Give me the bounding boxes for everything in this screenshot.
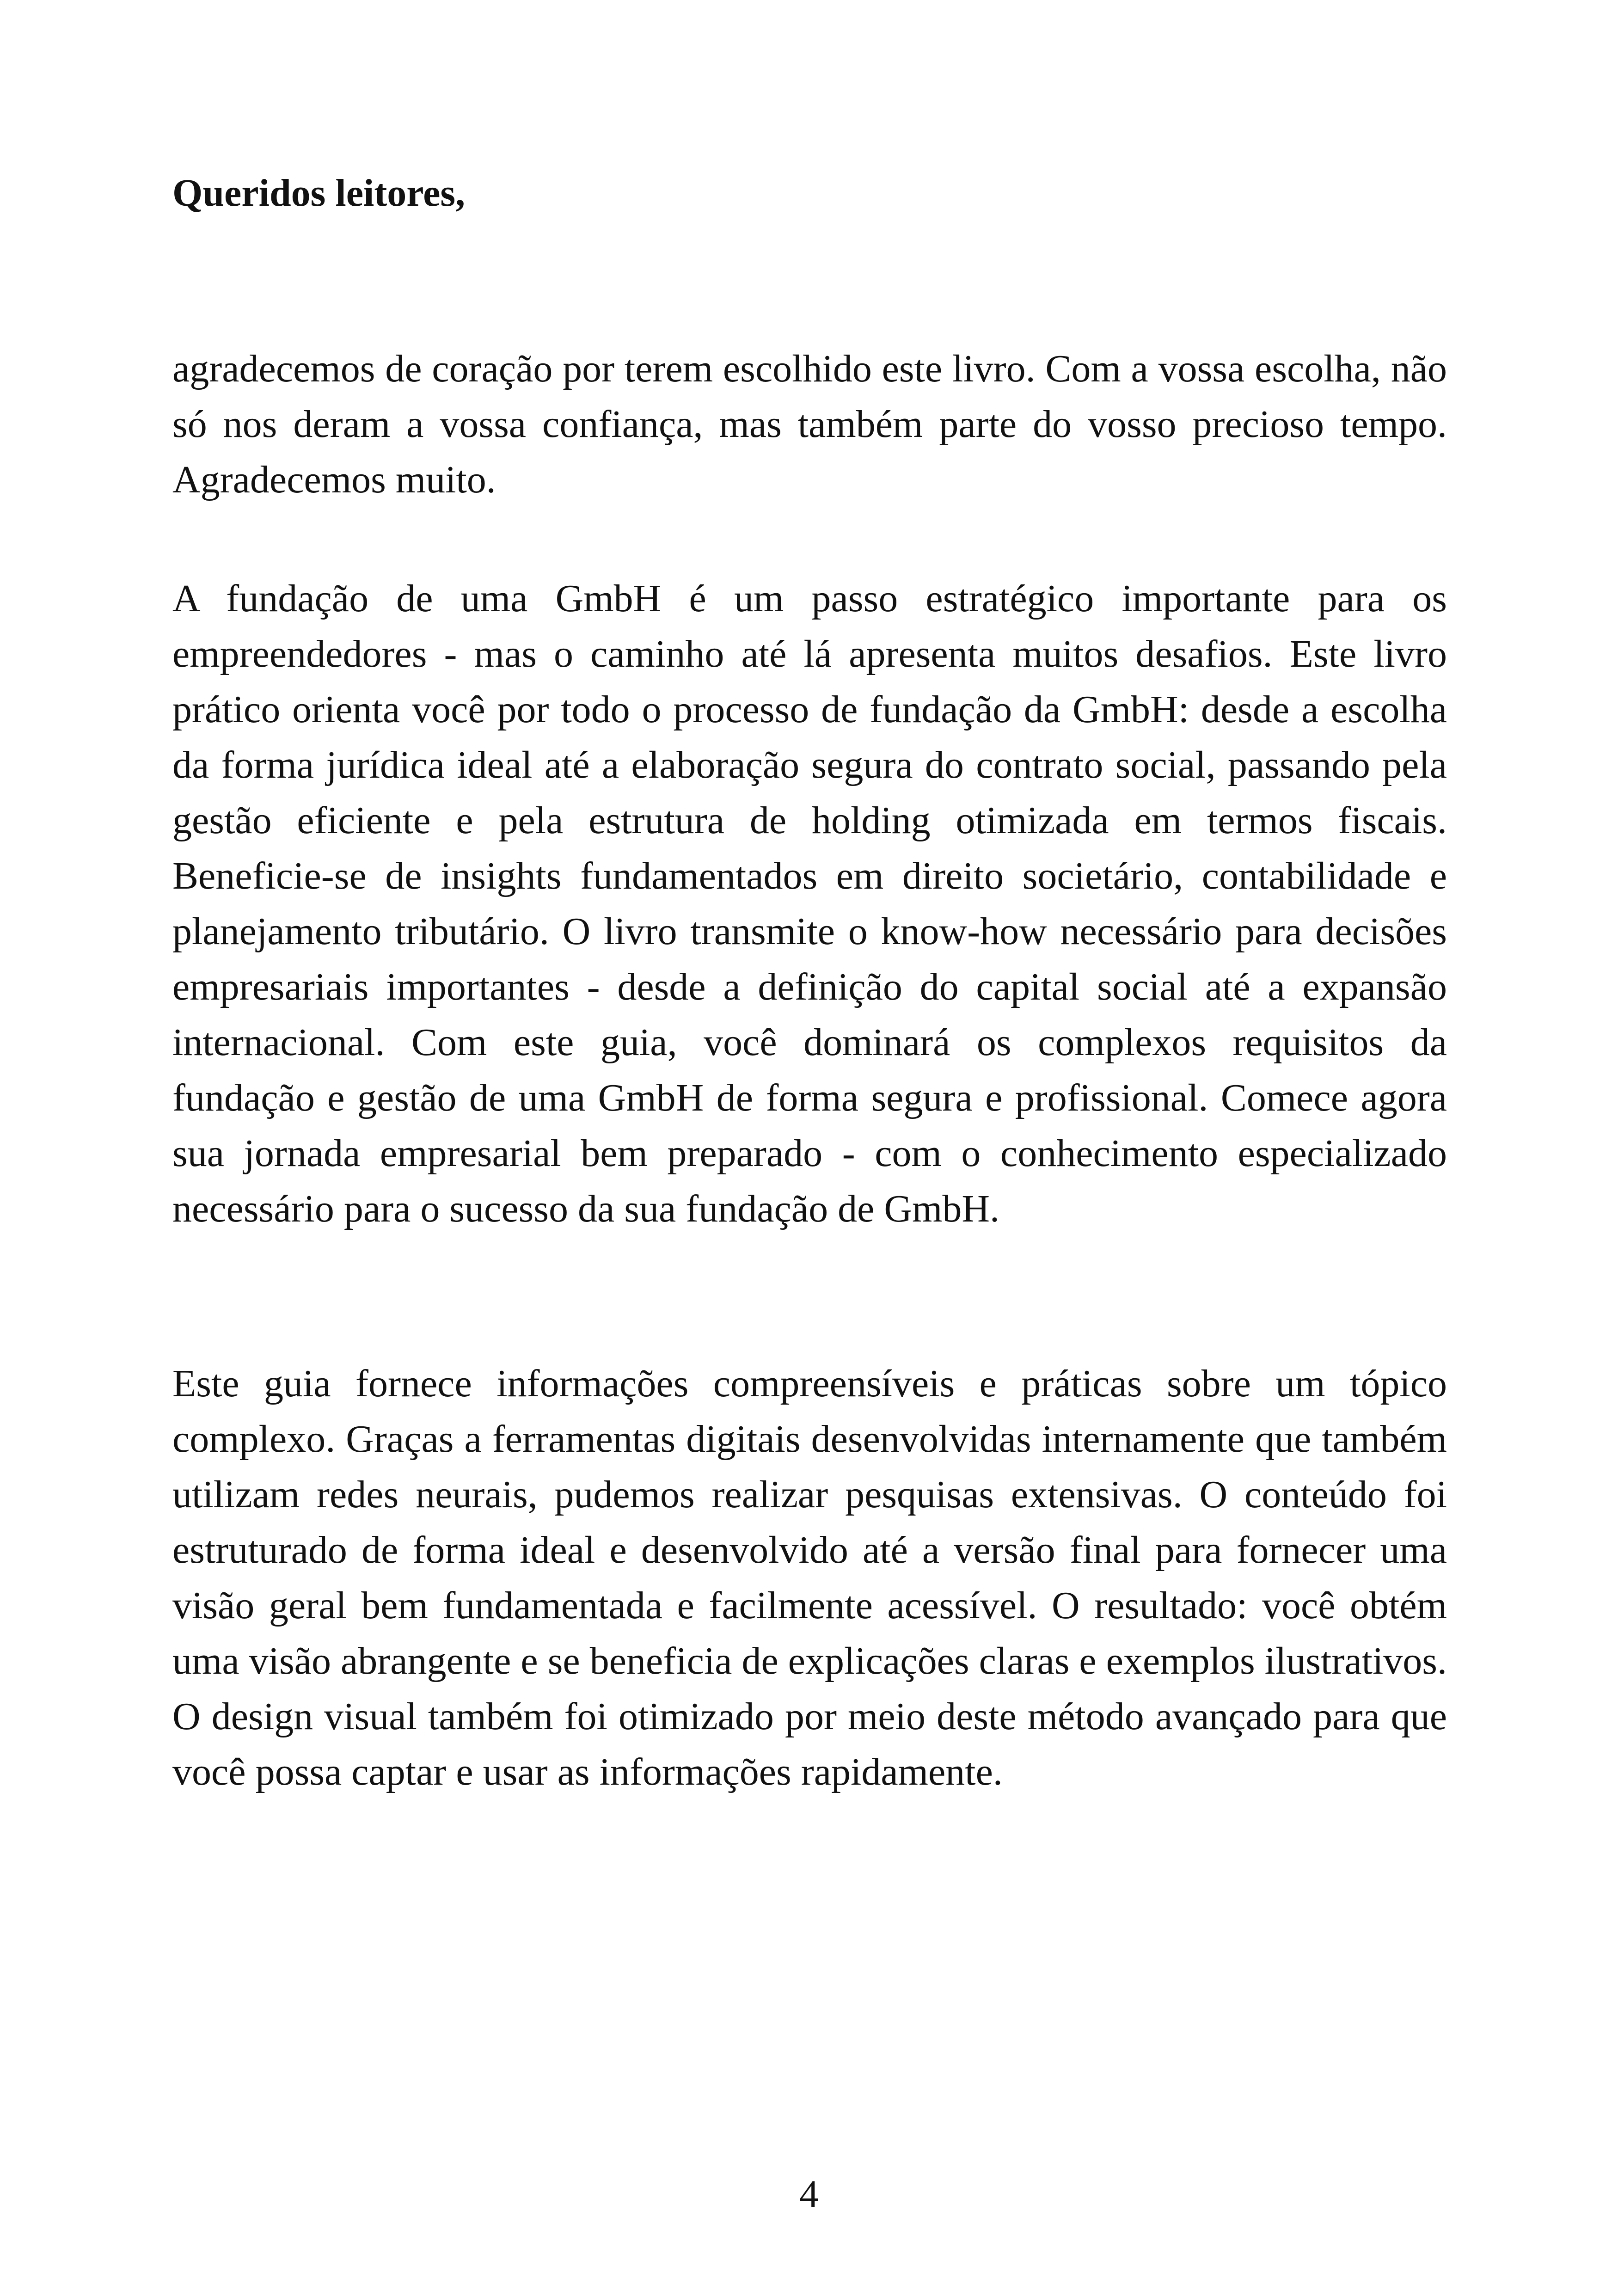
salutation-heading: Queridos leitores,: [172, 172, 466, 215]
paragraph-book-overview: A fundação de uma GmbH é um passo estratégico importante para os empreendedores - mas o caminho até lá apresenta muitos desafios. Este livro prático orienta você por todo o processo de fundação da GmbH: desde a escolha da forma jurídica ideal até a elaboração segura do contrato social, passando pela gestão eficiente e pela estrutura de holding otimizada em termos fiscais. Beneficie-se de insights fundamentados em direito societário, contabilidade e planejamento tributário. O livro transmite o know-how necessário para decisões empresariais importantes - desde a definição do capital social até a expansão internacional. Com este guia, você dominará os complexos requisitos da fundação e gestão de uma GmbH de forma segura e profissional. Comece agora sua jornada empresarial bem preparado - com o conhecimento especializado necessário para o sucesso da sua fundação de GmbH.: [172, 577, 1447, 1230]
paragraph-methodology: Este guia fornece informações compreensíveis e práticas sobre um tópico complexo. Graças a ferramentas digitais desenvolvidas internamente que também utilizam redes neurais, pudemos realizar pesquisas extensivas. O conteúdo foi estruturado de forma ideal e desenvolvido até a versão final para fornecer uma visão geral bem fundamentada e facilmente acessível. O resultado: você obtém uma visão abrangente e se beneficia de explicações claras e exemplos ilustrativos. O design visual também foi otimizado por meio deste método avançado para que você possa captar e usar as informações rapidamente.: [172, 1362, 1447, 1793]
page-number: 4: [799, 2173, 819, 2216]
paragraph-thanks: agradecemos de coração por terem escolhido este livro. Com a vossa escolha, não só nos deram a vossa confiança, mas também parte do vosso precioso tempo. Agradecemos muito.: [172, 347, 1447, 501]
